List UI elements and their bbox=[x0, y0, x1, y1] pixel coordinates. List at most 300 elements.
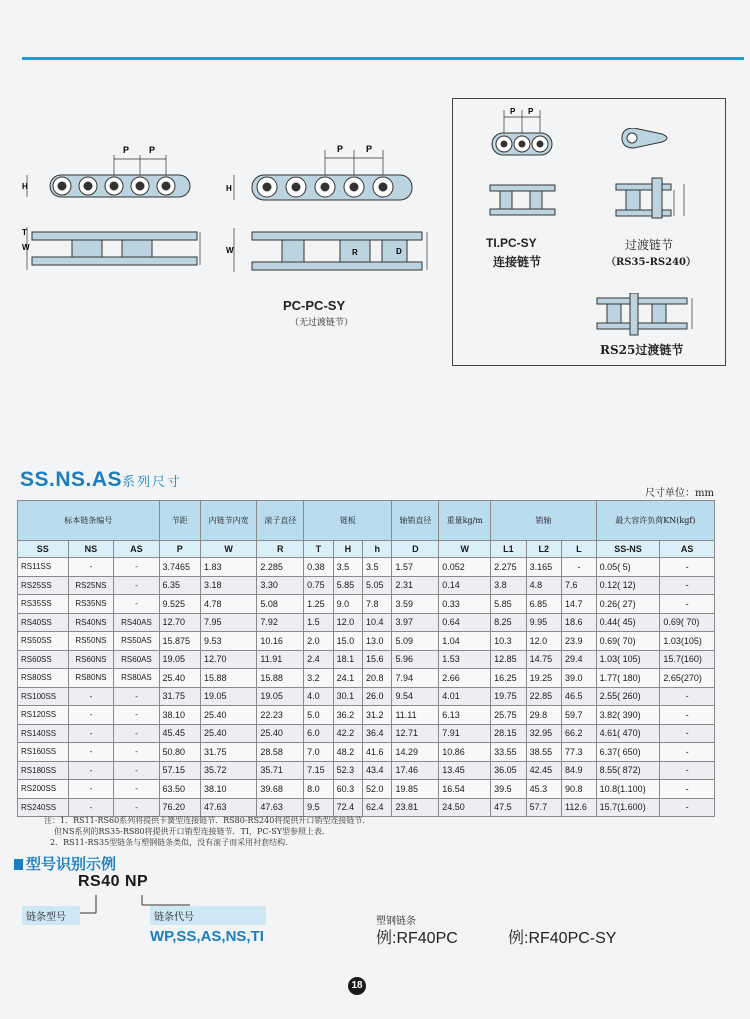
table-cell: RS140SS bbox=[18, 724, 69, 743]
table-cell: 48.2 bbox=[333, 743, 362, 762]
table-cell: 5.96 bbox=[392, 650, 439, 669]
table-cell: 6.0 bbox=[304, 724, 333, 743]
table-cell: - bbox=[114, 743, 159, 762]
table-cell: 77.3 bbox=[562, 743, 597, 762]
table-cell: 9.525 bbox=[159, 595, 200, 614]
table-cell: - bbox=[114, 558, 159, 577]
table-cell: 19.85 bbox=[392, 780, 439, 799]
table-cell: 19.75 bbox=[491, 687, 526, 706]
table-cell: 5.85 bbox=[333, 576, 362, 595]
table-cell: 9.54 bbox=[392, 687, 439, 706]
table-cell: 12.70 bbox=[200, 650, 256, 669]
table-cell: - bbox=[114, 780, 159, 799]
table-cell: 1.83 bbox=[200, 558, 256, 577]
table-cell: 39.5 bbox=[491, 780, 526, 799]
table-cell: 2.65(270) bbox=[660, 669, 715, 688]
table-cell: 14.29 bbox=[392, 743, 439, 762]
table-row bbox=[18, 724, 715, 743]
table-cell: 4.01 bbox=[439, 687, 491, 706]
example-2: 例:RF40PC-SY bbox=[508, 930, 617, 947]
table-row bbox=[18, 558, 715, 577]
table-row bbox=[18, 650, 715, 669]
table-cell: 31.75 bbox=[200, 743, 256, 762]
table-cell: 2.0 bbox=[304, 632, 333, 651]
table-cell: 10.4 bbox=[363, 613, 392, 632]
table-cell: 5.85 bbox=[491, 595, 526, 614]
table-cell: 5.09 bbox=[392, 632, 439, 651]
table-cell: 8.0 bbox=[304, 780, 333, 799]
ti-pitch-label: P bbox=[510, 107, 516, 116]
table-cell: 15.88 bbox=[257, 669, 304, 688]
table-cell: 30.1 bbox=[333, 687, 362, 706]
table-cell: 36.05 bbox=[491, 761, 526, 780]
table-cell: 50.80 bbox=[159, 743, 200, 762]
table-cell: 35.71 bbox=[257, 761, 304, 780]
hdr-pitch: 节距 bbox=[159, 501, 200, 541]
table-cell: 23.9 bbox=[562, 632, 597, 651]
note-line: 但NS系列的RS35-RS80将提供开口销型连接链节．TI，PC-SY型参照上表． bbox=[54, 827, 331, 836]
table-cell: 3.30 bbox=[257, 576, 304, 595]
table-cell: - bbox=[114, 706, 159, 725]
table-cell: 15.6 bbox=[363, 650, 392, 669]
table-cell: 47.5 bbox=[491, 798, 526, 817]
chain-diagram-pc bbox=[222, 140, 437, 290]
table-cell: 46.5 bbox=[562, 687, 597, 706]
table-cell: - bbox=[114, 687, 159, 706]
table-cell: - bbox=[68, 706, 114, 725]
table-cell: - bbox=[68, 761, 114, 780]
table-cell: - bbox=[660, 558, 715, 577]
table-cell: 7.94 bbox=[392, 669, 439, 688]
table-cell: 31.2 bbox=[363, 706, 392, 725]
table-cell: - bbox=[114, 724, 159, 743]
chain-code-tag: 链条代号 bbox=[150, 906, 266, 925]
table-cell: 41.6 bbox=[363, 743, 392, 762]
table-cell: 2.285 bbox=[257, 558, 304, 577]
table-cell: 0.38 bbox=[304, 558, 333, 577]
table-cell: 11.11 bbox=[392, 706, 439, 725]
table-cell: 7.92 bbox=[257, 613, 304, 632]
table-cell: 12.0 bbox=[526, 632, 561, 651]
table-cell: 0.69( 70) bbox=[596, 632, 660, 651]
table-cell: 38.10 bbox=[200, 780, 256, 799]
table-cell: 12.0 bbox=[333, 613, 362, 632]
table-cell: 3.18 bbox=[200, 576, 256, 595]
sub-header-cell: L1 bbox=[491, 541, 526, 558]
table-cell: 24.50 bbox=[439, 798, 491, 817]
table-cell: 72.4 bbox=[333, 798, 362, 817]
sub-header-cell: h bbox=[363, 541, 392, 558]
table-cell: 6.37( 650) bbox=[596, 743, 660, 762]
table-cell: 5.05 bbox=[363, 576, 392, 595]
table-cell: 2.4 bbox=[304, 650, 333, 669]
table-cell: 7.0 bbox=[304, 743, 333, 762]
table-cell: 3.2 bbox=[304, 669, 333, 688]
table-cell: 76.20 bbox=[159, 798, 200, 817]
table-row bbox=[18, 613, 715, 632]
table-cell: 63.50 bbox=[159, 780, 200, 799]
example-title bbox=[14, 853, 116, 874]
table-cell: 9.95 bbox=[526, 613, 561, 632]
table-cell: 47.63 bbox=[257, 798, 304, 817]
table-cell: 1.57 bbox=[392, 558, 439, 577]
table-cell: 17.46 bbox=[392, 761, 439, 780]
table-row bbox=[18, 687, 715, 706]
table-cell: 28.15 bbox=[491, 724, 526, 743]
example-title-text: 型号识别示例 bbox=[26, 855, 117, 873]
table-cell: 60.3 bbox=[333, 780, 362, 799]
sub-header-cell: SS bbox=[18, 541, 69, 558]
table-cell: 0.26( 27) bbox=[596, 595, 660, 614]
pitch-label: P bbox=[123, 145, 130, 155]
table-cell: - bbox=[562, 558, 597, 577]
table-cell: 1.5 bbox=[304, 613, 333, 632]
table-cell: - bbox=[660, 576, 715, 595]
table-cell: - bbox=[68, 780, 114, 799]
table-cell: 19.25 bbox=[526, 669, 561, 688]
table-cell: 19.05 bbox=[257, 687, 304, 706]
sub-header-cell: R bbox=[257, 541, 304, 558]
table-cell: 29.8 bbox=[526, 706, 561, 725]
table-cell: 0.69( 70) bbox=[660, 613, 715, 632]
plastic-chain-label: 塑钢链条 bbox=[376, 916, 416, 927]
table-cell: 12.71 bbox=[392, 724, 439, 743]
table-cell: 57.7 bbox=[526, 798, 561, 817]
table-row bbox=[18, 706, 715, 725]
table-cell: 33.55 bbox=[491, 743, 526, 762]
table-cell: RS35NS bbox=[68, 595, 114, 614]
table-cell: 38.55 bbox=[526, 743, 561, 762]
table-cell: 6.85 bbox=[526, 595, 561, 614]
table-row bbox=[18, 632, 715, 651]
table-row bbox=[18, 669, 715, 688]
table-cell: 3.5 bbox=[363, 558, 392, 577]
pc-pitch-label-2: P bbox=[366, 144, 373, 154]
sub-header-cell: NS bbox=[68, 541, 114, 558]
table-cell: 15.0 bbox=[333, 632, 362, 651]
table-cell: 5.08 bbox=[257, 595, 304, 614]
hdr-pin: 销轴 bbox=[491, 501, 597, 541]
height-label: H bbox=[22, 182, 28, 191]
table-cell: 38.10 bbox=[159, 706, 200, 725]
table-cell: 12.70 bbox=[159, 613, 200, 632]
table-cell: 9.5 bbox=[304, 798, 333, 817]
notes bbox=[44, 815, 370, 848]
table-cell: - bbox=[114, 798, 159, 817]
table-row bbox=[18, 780, 715, 799]
table-cell: RS80NS bbox=[68, 669, 114, 688]
table-cell: 7.91 bbox=[439, 724, 491, 743]
table-cell: 25.75 bbox=[491, 706, 526, 725]
hdr-weight: 重量kg/m bbox=[439, 501, 491, 541]
table-cell: 52.3 bbox=[333, 761, 362, 780]
table-cell: 18.1 bbox=[333, 650, 362, 669]
table-cell: 45.45 bbox=[159, 724, 200, 743]
table-cell: 9.0 bbox=[333, 595, 362, 614]
table-cell: 0.44( 45) bbox=[596, 613, 660, 632]
table-cell: 2.275 bbox=[491, 558, 526, 577]
table-cell: 23.81 bbox=[392, 798, 439, 817]
unit-note: 尺寸单位：mm bbox=[645, 488, 714, 499]
table-cell: 52.0 bbox=[363, 780, 392, 799]
table-cell: 15.7(1.600) bbox=[596, 798, 660, 817]
table-cell: 39.0 bbox=[562, 669, 597, 688]
table-cell: 3.165 bbox=[526, 558, 561, 577]
table-cell: 20.8 bbox=[363, 669, 392, 688]
hdr-model: 标本链条编号 bbox=[18, 501, 160, 541]
table-cell: RS180SS bbox=[18, 761, 69, 780]
pitch-label-2: P bbox=[149, 145, 156, 155]
table-cell: 25.40 bbox=[200, 724, 256, 743]
sub-header-cell: L2 bbox=[526, 541, 561, 558]
ti-subcaption: 连接链节 bbox=[493, 255, 542, 269]
code-main: RS40 bbox=[78, 873, 121, 890]
table-cell: - bbox=[660, 780, 715, 799]
table-cell: 10.86 bbox=[439, 743, 491, 762]
table-cell: 13.45 bbox=[439, 761, 491, 780]
table-cell: 45.3 bbox=[526, 780, 561, 799]
table-cell: - bbox=[68, 798, 114, 817]
table-row bbox=[18, 761, 715, 780]
table-cell: 1.77( 180) bbox=[596, 669, 660, 688]
table-cell: 3.8 bbox=[491, 576, 526, 595]
table-cell: 1.03( 105) bbox=[596, 650, 660, 669]
table-cell: 0.64 bbox=[439, 613, 491, 632]
table-row bbox=[18, 576, 715, 595]
table-cell: 7.6 bbox=[562, 576, 597, 595]
offset-link-diagram bbox=[612, 128, 692, 228]
sub-header-cell: P bbox=[159, 541, 200, 558]
table-cell: RS120SS bbox=[18, 706, 69, 725]
table-cell: 4.8 bbox=[526, 576, 561, 595]
table-cell: 9.53 bbox=[200, 632, 256, 651]
sub-header-cell: T bbox=[304, 541, 333, 558]
table-cell: 16.54 bbox=[439, 780, 491, 799]
table-cell: 0.14 bbox=[439, 576, 491, 595]
table-cell: - bbox=[68, 724, 114, 743]
table-cell: RS60AS bbox=[114, 650, 159, 669]
table-cell: - bbox=[114, 595, 159, 614]
table-cell: 57.15 bbox=[159, 761, 200, 780]
table-cell: 3.59 bbox=[392, 595, 439, 614]
table-cell: - bbox=[68, 743, 114, 762]
chain-code-values: WP,SS,AS,NS,TI bbox=[150, 928, 264, 945]
table-cell: 6.13 bbox=[439, 706, 491, 725]
table-cell: 15.88 bbox=[200, 669, 256, 688]
table-cell: 2.66 bbox=[439, 669, 491, 688]
table-cell: RS240SS bbox=[18, 798, 69, 817]
table-body bbox=[18, 558, 715, 817]
table-cell: 32.95 bbox=[526, 724, 561, 743]
table-cell: 8.25 bbox=[491, 613, 526, 632]
table-cell: - bbox=[68, 558, 114, 577]
offset-subcaption: （RS35-RS240） bbox=[606, 257, 697, 268]
hdr-load: 最大容许负荷KN(kgf) bbox=[596, 501, 714, 541]
sub-header-cell: D bbox=[392, 541, 439, 558]
section-title-suffix: 系列尺寸 bbox=[122, 474, 183, 489]
page-number: 18 bbox=[348, 977, 366, 995]
table-cell: 4.0 bbox=[304, 687, 333, 706]
table-cell: RS80SS bbox=[18, 669, 69, 688]
table-cell: RS25NS bbox=[68, 576, 114, 595]
table-cell: 16.25 bbox=[491, 669, 526, 688]
table-cell: 10.8(1.100) bbox=[596, 780, 660, 799]
table-cell: 14.7 bbox=[562, 595, 597, 614]
table-cell: RS25SS bbox=[18, 576, 69, 595]
chain-diagram-standard bbox=[22, 135, 207, 285]
table-cell: 39.68 bbox=[257, 780, 304, 799]
table-cell: - bbox=[660, 743, 715, 762]
table-cell: 1.53 bbox=[439, 650, 491, 669]
table-group-header bbox=[18, 501, 715, 541]
note-line: 2．RS11-RS35型链条与塑钢链条类似，没有滚子而采用衬套结构． bbox=[50, 838, 294, 847]
table-cell: 42.45 bbox=[526, 761, 561, 780]
table-cell: 3.97 bbox=[392, 613, 439, 632]
pc-height-label: H bbox=[226, 184, 232, 193]
table-row bbox=[18, 798, 715, 817]
table-cell: - bbox=[660, 687, 715, 706]
sub-header-cell: AS bbox=[114, 541, 159, 558]
table-cell: 66.2 bbox=[562, 724, 597, 743]
table-cell: 3.82( 390) bbox=[596, 706, 660, 725]
table-cell: 3.7465 bbox=[159, 558, 200, 577]
table-cell: 4.78 bbox=[200, 595, 256, 614]
pc-subcaption: （无过渡链节） bbox=[290, 318, 354, 328]
table-cell: 24.1 bbox=[333, 669, 362, 688]
table-cell: RS40SS bbox=[18, 613, 69, 632]
hdr-pin-dia: 轴销直径 bbox=[392, 501, 439, 541]
table-cell: 36.4 bbox=[363, 724, 392, 743]
table-cell: - bbox=[660, 798, 715, 817]
table-cell: RS50SS bbox=[18, 632, 69, 651]
table-cell: - bbox=[114, 576, 159, 595]
table-cell: RS160SS bbox=[18, 743, 69, 762]
section-title bbox=[20, 468, 182, 492]
sub-header-cell: SS-NS bbox=[596, 541, 660, 558]
table-cell: 25.40 bbox=[200, 706, 256, 725]
hdr-plate: 链板 bbox=[304, 501, 392, 541]
title-square-icon bbox=[14, 859, 23, 870]
table-sub-header bbox=[18, 541, 715, 558]
table-cell: 36.2 bbox=[333, 706, 362, 725]
table-cell: 112.6 bbox=[562, 798, 597, 817]
table-cell: 43.4 bbox=[363, 761, 392, 780]
table-cell: 1.04 bbox=[439, 632, 491, 651]
table-cell: 3.5 bbox=[333, 558, 362, 577]
sub-header-cell: W bbox=[439, 541, 491, 558]
table-cell: RS80AS bbox=[114, 669, 159, 688]
table-cell: 90.8 bbox=[562, 780, 597, 799]
top-rule bbox=[22, 57, 744, 60]
table-cell: RS200SS bbox=[18, 780, 69, 799]
table-cell: RS50AS bbox=[114, 632, 159, 651]
sub-header-cell: W bbox=[200, 541, 256, 558]
t-label: T bbox=[22, 228, 27, 237]
table-cell: 10.16 bbox=[257, 632, 304, 651]
ti-link-diagram bbox=[482, 105, 562, 230]
section-title-main: SS.NS.AS bbox=[20, 468, 123, 491]
width-label: W bbox=[22, 243, 30, 252]
table-cell: 0.05( 5) bbox=[596, 558, 660, 577]
table-cell: 19.05 bbox=[200, 687, 256, 706]
table-cell: - bbox=[660, 595, 715, 614]
table-cell: 26.0 bbox=[363, 687, 392, 706]
ti-pitch-label-2: P bbox=[528, 107, 534, 116]
table-cell: 42.2 bbox=[333, 724, 362, 743]
r-label: R bbox=[352, 248, 358, 257]
table-cell: 5.0 bbox=[304, 706, 333, 725]
table-cell: 1.03(105) bbox=[660, 632, 715, 651]
table-cell: 0.33 bbox=[439, 595, 491, 614]
rs25-link-diagram bbox=[592, 293, 702, 338]
table-row bbox=[18, 743, 715, 762]
table-cell: 12.85 bbox=[491, 650, 526, 669]
spec-table bbox=[17, 500, 715, 817]
table-row bbox=[18, 595, 715, 614]
table-cell: 22.85 bbox=[526, 687, 561, 706]
table-cell: 62.4 bbox=[363, 798, 392, 817]
table-cell: 22.23 bbox=[257, 706, 304, 725]
table-cell: - bbox=[660, 724, 715, 743]
table-cell: 0.75 bbox=[304, 576, 333, 595]
note-line: 注：1．RS11-RS60系列将提供卡簧型连接链节．RS80-RS240将提供开口销型连接链节． bbox=[44, 816, 371, 825]
table-cell: 0.12( 12) bbox=[596, 576, 660, 595]
table-cell: 84.9 bbox=[562, 761, 597, 780]
table-cell: 2.31 bbox=[392, 576, 439, 595]
table-cell: RS60SS bbox=[18, 650, 69, 669]
hdr-roller: 滚子直径 bbox=[257, 501, 304, 541]
table-cell: 14.75 bbox=[526, 650, 561, 669]
sub-header-cell: L bbox=[562, 541, 597, 558]
ti-caption: TI.PC-SY bbox=[486, 236, 537, 250]
sub-header-cell: H bbox=[333, 541, 362, 558]
example-1: 例:RF40PC bbox=[376, 930, 458, 947]
model-code bbox=[78, 873, 148, 891]
pc-caption: PC-PC-SY bbox=[283, 298, 346, 313]
pc-width-label: W bbox=[226, 246, 234, 255]
table-cell: 18.6 bbox=[562, 613, 597, 632]
table-cell: 28.58 bbox=[257, 743, 304, 762]
table-cell: 8.55( 872) bbox=[596, 761, 660, 780]
table-cell: - bbox=[660, 706, 715, 725]
table-cell: RS50NS bbox=[68, 632, 114, 651]
table-cell: 35.72 bbox=[200, 761, 256, 780]
table-cell: 15.875 bbox=[159, 632, 200, 651]
table-cell: - bbox=[68, 687, 114, 706]
table-cell: RS35SS bbox=[18, 595, 69, 614]
table-cell: RS100SS bbox=[18, 687, 69, 706]
table-cell: 47.63 bbox=[200, 798, 256, 817]
table-cell: 31.75 bbox=[159, 687, 200, 706]
table-cell: RS60NS bbox=[68, 650, 114, 669]
table-cell: 2.55( 260) bbox=[596, 687, 660, 706]
table-cell: RS40AS bbox=[114, 613, 159, 632]
table-cell: RS11SS bbox=[18, 558, 69, 577]
table-cell: 59.7 bbox=[562, 706, 597, 725]
code-suffix: NP bbox=[124, 873, 149, 890]
table-cell: RS40NS bbox=[68, 613, 114, 632]
table-cell: 25.40 bbox=[159, 669, 200, 688]
table-cell: 6.35 bbox=[159, 576, 200, 595]
table-cell: 15.7(160) bbox=[660, 650, 715, 669]
hdr-inner-width: 内链节内宽 bbox=[200, 501, 256, 541]
table-cell: 7.8 bbox=[363, 595, 392, 614]
d-label: D bbox=[396, 247, 402, 256]
table-cell: 29.4 bbox=[562, 650, 597, 669]
sub-header-cell: AS bbox=[660, 541, 715, 558]
table-cell: 11.91 bbox=[257, 650, 304, 669]
table-cell: 7.95 bbox=[200, 613, 256, 632]
